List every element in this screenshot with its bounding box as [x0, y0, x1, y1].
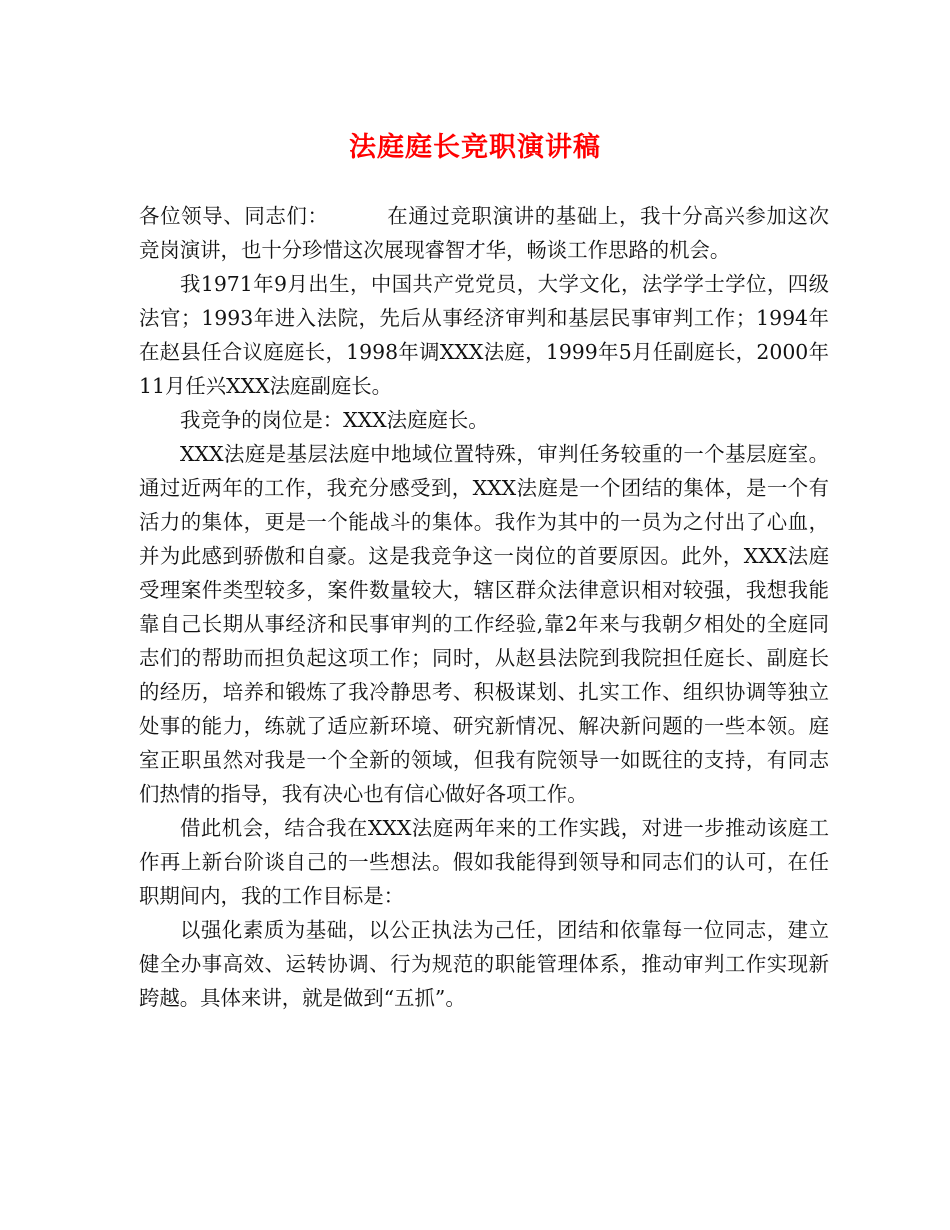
paragraph-4: XXX法庭是基层法庭中地域位置特殊，审判任务较重的一个基层庭室。通过近两年的工作，我充分感受到，XXX法庭是一个团结的集体，是一个有活力的集体，更是一个能战斗的集体。我作为其中的一员为之付出了心血，并为此感到骄傲和自豪。这是我竞争这一岗位的首要原因。此外，XXX法庭受理案件类型较多，案件数量较大，辖区群众法律意识相对较强，我想我能靠自己长期从事经济和民事审判的工作经验,靠2年来与我朝夕相处的全庭同志们的帮助而担负起这项工作；同时，从赵县法院到我院担任庭长、副庭长的经历，培养和锻炼了我冷静思考、积极谋划、扎实工作、组织协调等独立处事的能力，练就了适应新环境、研究新情况、解决新问题的一些本领。庭室正职虽然对我是一个全新的领域，但我有院领导一如既往的支持，有同志们热情的指导，我有决心也有信心做好各项工作。	[139, 442, 829, 806]
paragraph-2: 我1971年9月出生，中国共产党党员，大学文化，法学学士学位，四级法官；1993年进入法院，先后从事经济审判和基层民事审判工作；1994年在赵县任合议庭庭长，1998年调XXX法庭，1999年5月任副庭长，2000年11月任兴XXX法庭副庭长。	[139, 272, 829, 398]
page-title: 法庭庭长竞职演讲稿	[349, 132, 601, 163]
paragraph-3: 我竞争的岗位是：XXX法庭庭长。	[180, 408, 489, 432]
salutation: 各位领导、同志们：	[139, 204, 329, 228]
opening-paragraph	[139, 199, 829, 267]
paragraph-6: 以强化素质为基础，以公正执法为己任，团结和依靠每一位同志，建立健全办事高效、运转协调、行为规范的职能管理体系，推动审判工作实现新跨越。具体来讲，就是做到“五抓”。	[139, 918, 829, 1010]
document-body	[139, 199, 829, 1015]
paragraph-5: 借此机会，结合我在XXX法庭两年来的工作实践，对进一步推动该庭工作再上新台阶谈自己的一些想法。假如我能得到领导和同志们的认可，在任职期间内，我的工作目标是：	[139, 816, 829, 908]
paragraph-1: 在通过竞职演讲的基础上，我十分高兴参加这次竞岗演讲，也十分珍惜这次展现睿智才华，畅谈工作思路的机会。	[139, 204, 830, 262]
